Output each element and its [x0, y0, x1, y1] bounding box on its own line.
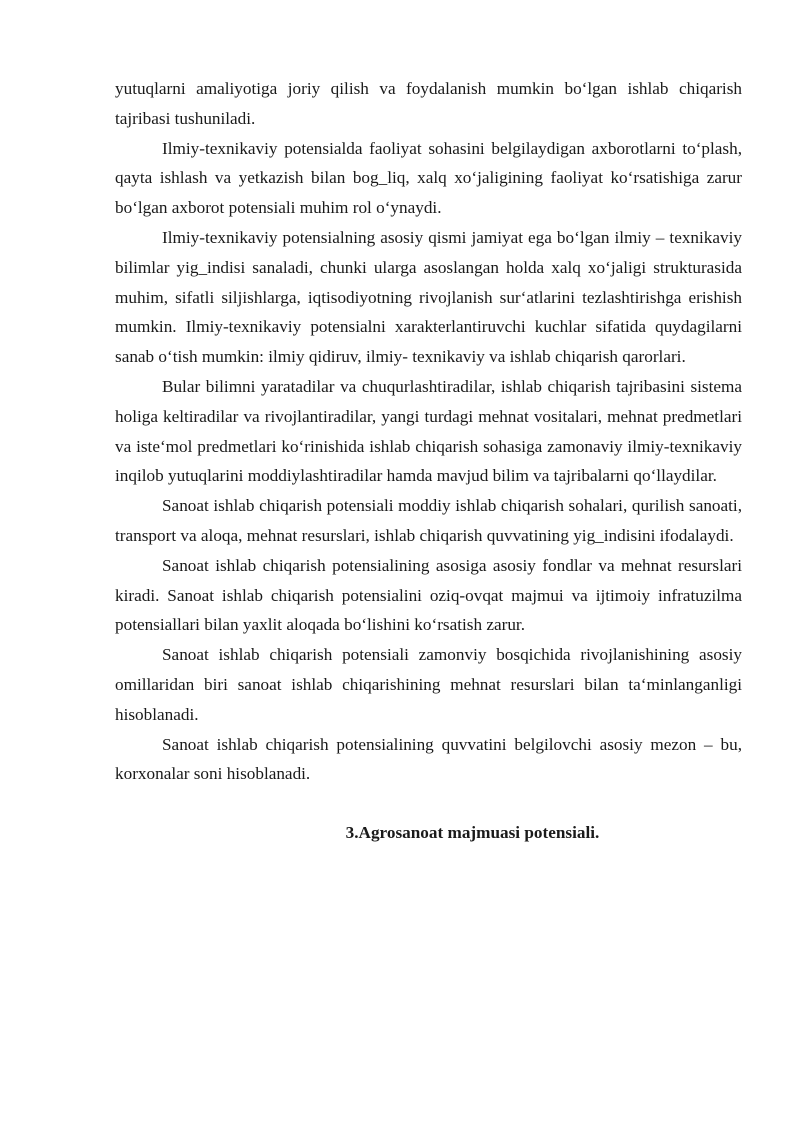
paragraph-industrial-basis: Sanoat ishlab chiqarish potensialining asosiga asosiy fondlar va mehnat resurslari kiradi. Sanoat ishlab chiqarish potensialini oziq-ovqat majmui va ijtimoiy infratuzilma potensiallari bilan yaxlit aloqada bo‘lishini ko‘rsatish zarur. [115, 555, 742, 635]
paragraph-scientific-knowledge: Ilmiy-texnikaviy potensialning asosiy qismi jamiyat ega bo‘lgan ilmiy – texnikaviy bilimlar yig_indisi sanaladi, chunki ularga asoslangan holda xalq xo‘jaligi strukturasida muhim, sifatli siljishlarga, iqtisodiyotning rivojlanish sur‘atlarini tezlashtirishga erishish mumkin. Ilmiy-texnikaviy potensialni xarakterlantiruvchi kuchlar sifatida quydagilarni sanab o‘tish mumkin: ilmiy qidiruv, ilmiy- texnikaviy va ishlab chiqarish qarorlari. [115, 227, 742, 367]
paragraph-knowledge-creation: Bular bilimni yaratadilar va chuqurlashtiradilar, ishlab chiqarish tajribasini sistema holiga keltiradilar va rivojlantiradilar, yangi turdagi mehnat vositalari, mehnat predmetlari va iste‘mol predmetlari ko‘rinishida ishlab chiqarish sohasiga zamonaviy ilmiy-texnikaviy inqilob yutuqlarini moddiylashtiradilar hamda mavjud bilim va tajribalarni qo‘llaydilar. [115, 376, 742, 486]
document-body [115, 74, 742, 848]
paragraph-continuation: yutuqlarni amaliyotiga joriy qilish va foydalanish mumkin bo‘lgan ishlab chiqarish tajribasi tushuniladi. [115, 79, 742, 128]
paragraph-labor-resources: Sanoat ishlab chiqarish potensiali zamonviy bosqichida rivojlanishining asosiy omillaridan biri sanoat ishlab chiqarishining mehnat resurslari bilan ta‘minlanganligi hisoblanadi. [115, 645, 742, 724]
paragraph-industrial-potential: Sanoat ishlab chiqarish potensiali moddiy ishlab chiqarish sohalari, qurilish sanoati, transport va aloqa, mehnat resurslari, ishlab chiqarish quvvatining yig_indisini ifodalaydi. [115, 496, 742, 545]
section-heading: 3.Agrosanoat majmuasi potensiali. [345, 823, 600, 843]
paragraph-enterprise-count: Sanoat ishlab chiqarish potensialining quvvatini belgilovchi asosiy mezon – bu, korxonalar soni hisoblanadi. [115, 734, 742, 784]
paragraph-information-potential: Ilmiy-texnikaviy potensialda faoliyat sohasini belgilaydigan axborotlarni to‘plash, qayta ishlash va yetkazish bilan bog_liq, xalq xo‘jaligining faoliyat ko‘rsatishiga zarur bo‘lgan axborot potensiali muhim rol o‘ynaydi. [115, 138, 742, 218]
